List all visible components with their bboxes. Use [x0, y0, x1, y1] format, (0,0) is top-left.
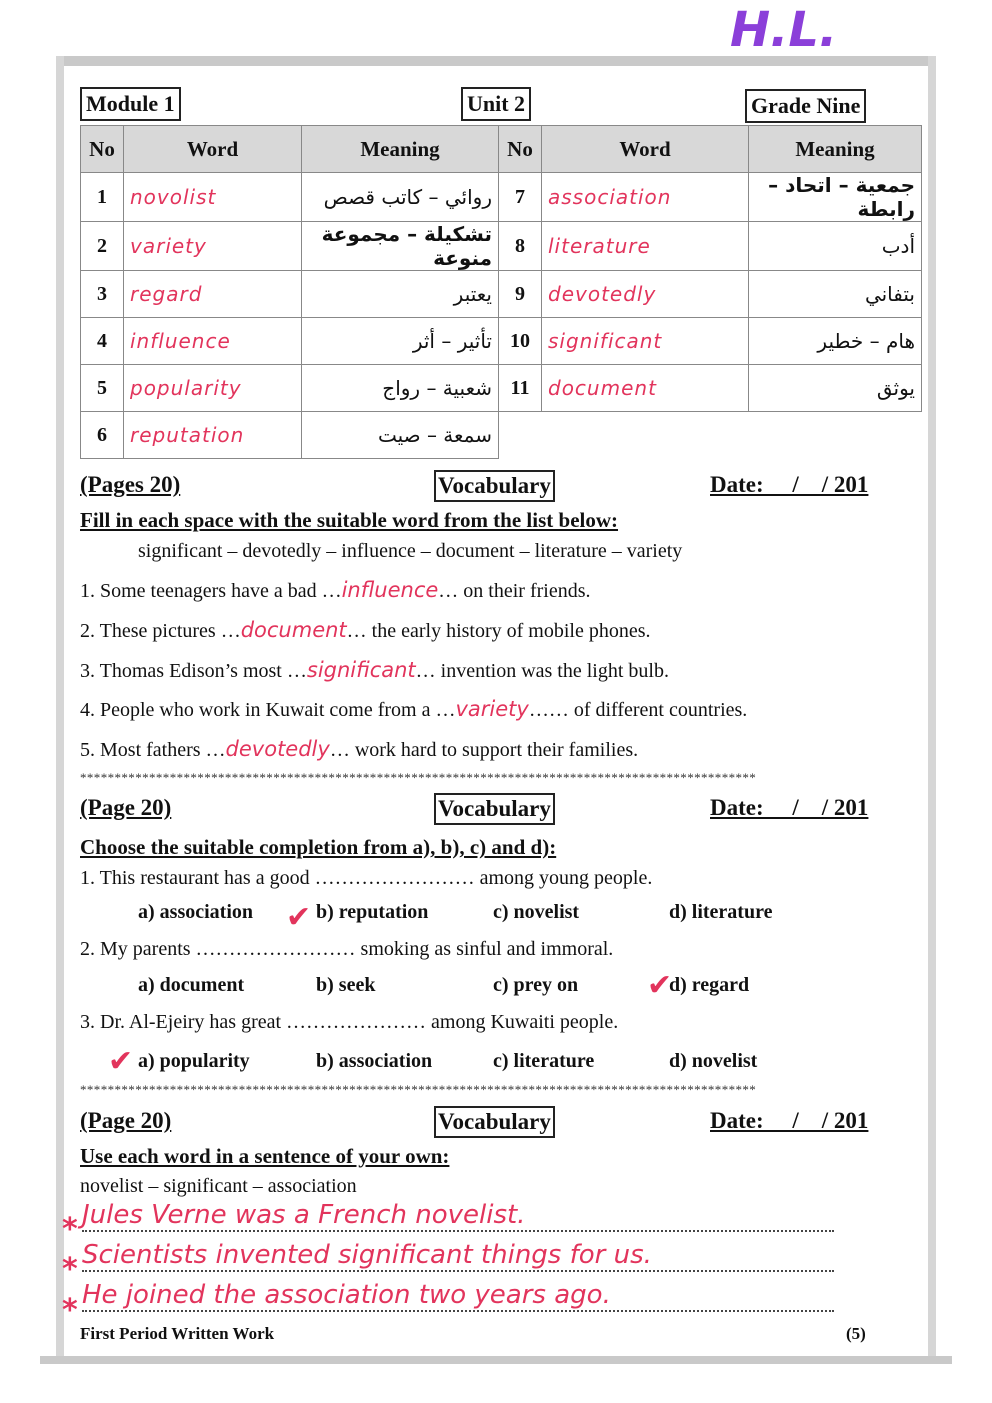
fill-item-pre: 4. People who work in Kuwait come from a … — [80, 699, 456, 721]
fill-item-pre: 1. Some teenagers have a bad … — [80, 580, 342, 602]
section1-date: Date: / / 201 — [710, 472, 869, 497]
fill-item-answer: variety — [455, 697, 529, 721]
module-label: Module 1 — [80, 87, 181, 121]
sentence-line: Scientists invented significant things for us. — [82, 1240, 834, 1272]
row-no: 5 — [81, 365, 124, 412]
row-word: influence — [124, 318, 302, 365]
page-frame-right — [928, 56, 936, 1356]
unit-label: Unit 2 — [461, 87, 531, 121]
row-word: association — [542, 173, 749, 222]
row-meaning: هام – خطير — [749, 318, 922, 365]
mcq-option: b) association — [316, 1050, 433, 1072]
row-no: 7 — [499, 173, 542, 222]
fill-item — [80, 697, 747, 722]
vocab-table — [80, 125, 922, 459]
section3-date: Date: / / 201 — [710, 1108, 869, 1133]
row-meaning: شعبية – رواج — [302, 365, 499, 412]
fill-item-pre: 2. These pictures … — [80, 620, 241, 642]
row-meaning: تشكيلة – مجموعة منوعة — [302, 222, 499, 271]
row-no: 9 — [499, 271, 542, 318]
row-word: literature — [542, 222, 749, 271]
mcq-question: 1. This restaurant has a good …………………… among young people. — [80, 867, 653, 889]
fill-item-answer: influence — [341, 578, 439, 602]
section2-pages: (Page 20) — [80, 795, 172, 820]
row-no: 2 — [81, 222, 124, 271]
bullet-icon: * — [62, 1293, 78, 1328]
row-word: significant — [542, 318, 749, 365]
header-meaning: Meaning — [302, 126, 499, 173]
row-no: 1 — [81, 173, 124, 222]
row-meaning: سمعة – صيت — [302, 412, 499, 459]
row-word: popularity — [124, 365, 302, 412]
row-word: document — [542, 365, 749, 412]
check-mark-icon: ✔ — [108, 1044, 134, 1079]
row-meaning: جمعية – اتحاد – رابطة — [749, 173, 922, 222]
section2-label: Vocabulary — [434, 793, 555, 825]
check-mark-icon: ✔ — [647, 968, 673, 1003]
mcq-option: a) association — [138, 901, 253, 923]
mcq-option: a) popularity — [138, 1050, 250, 1072]
mcq-option: c) literature — [493, 1050, 595, 1072]
footer-left: First Period Written Work — [80, 1324, 275, 1343]
mcq-option: d) novelist — [669, 1050, 758, 1072]
section1-word-list: significant – devotedly – influence – document – literature – variety — [138, 540, 683, 562]
check-mark-icon: ✔ — [286, 900, 312, 935]
fill-item-post: … work hard to support their families. — [329, 739, 639, 761]
bullet-icon: * — [62, 1212, 78, 1247]
row-no: 3 — [81, 271, 124, 318]
row-meaning: روائي – كاتب قصص — [302, 173, 499, 222]
section3-word-list: novelist – significant – association — [80, 1175, 357, 1197]
corner-mark: H.L. — [730, 2, 838, 58]
mcq-option: b) reputation — [316, 901, 429, 923]
mcq-question: 3. Dr. Al-Ejeiry has great ………………… among Kuwaiti people. — [80, 1011, 619, 1033]
row-word: novolist — [124, 173, 302, 222]
mcq-option: c) novelist — [493, 901, 580, 923]
mcq-option: d) literature — [669, 901, 773, 923]
table-row — [81, 173, 922, 222]
section1-pages: (Pages 20) — [80, 472, 181, 497]
header-meaning: Meaning — [749, 126, 922, 173]
header-no: No — [81, 126, 124, 173]
header-word: Word — [124, 126, 302, 173]
mcq-option: c) prey on — [493, 974, 579, 996]
fill-item-pre: 3. Thomas Edison’s most … — [80, 660, 307, 682]
mcq-option: d) regard — [669, 974, 750, 996]
sentence-line: He joined the association two years ago. — [82, 1280, 834, 1312]
mcq-question: 2. My parents …………………… smoking as sinful and immoral. — [80, 938, 614, 960]
row-word: reputation — [124, 412, 302, 459]
section3-pages: (Page 20) — [80, 1108, 172, 1133]
row-no: 10 — [499, 318, 542, 365]
section2-date: Date: / / 201 — [710, 795, 869, 820]
page-frame-bottom — [40, 1356, 952, 1364]
row-no: 4 — [81, 318, 124, 365]
fill-item-post: …… of different countries. — [528, 699, 748, 721]
fill-item — [80, 578, 590, 603]
star-divider: ************************************************************************************************** — [80, 770, 757, 785]
grade-label: Grade Nine — [745, 89, 866, 123]
row-no: 8 — [499, 222, 542, 271]
fill-item-post: … invention was the light bulb. — [415, 660, 669, 682]
row-meaning: يوثق — [749, 365, 922, 412]
mcq-option: b) seek — [316, 974, 376, 996]
fill-item-answer: significant — [306, 658, 416, 682]
empty-cell — [499, 412, 542, 459]
fill-item-answer: document — [240, 618, 347, 642]
fill-item-post: … the early history of mobile phones. — [346, 620, 651, 642]
row-word: variety — [124, 222, 302, 271]
section3-instruction: Use each word in a sentence of your own: — [80, 1144, 450, 1168]
section3-label: Vocabulary — [434, 1106, 555, 1138]
table-row — [81, 412, 922, 459]
mcq-option: a) document — [138, 974, 245, 996]
header-no: No — [499, 126, 542, 173]
row-meaning: تأثير – أثر — [302, 318, 499, 365]
page-frame-left — [56, 56, 64, 1356]
table-row — [81, 365, 922, 412]
fill-item — [80, 618, 651, 643]
row-word: regard — [124, 271, 302, 318]
section1-instruction: Fill in each space with the suitable word from the list below: — [80, 508, 619, 532]
section1-label: Vocabulary — [434, 470, 555, 502]
empty-cell — [542, 412, 749, 459]
row-meaning: يعتبر — [302, 271, 499, 318]
row-meaning: أدب — [749, 222, 922, 271]
fill-item-post: … on their friends. — [438, 580, 591, 602]
fill-item — [80, 737, 638, 762]
bullet-icon: * — [62, 1252, 78, 1287]
row-word: devotedly — [542, 271, 749, 318]
table-row — [81, 271, 922, 318]
row-meaning: بتفاني — [749, 271, 922, 318]
section2-instruction: Choose the suitable completion from a), b), c) and d): — [80, 835, 557, 859]
fill-item-pre: 5. Most fathers … — [80, 739, 226, 761]
fill-item-answer: devotedly — [225, 737, 330, 761]
empty-cell — [749, 412, 922, 459]
table-row — [81, 222, 922, 271]
table-header-row — [81, 126, 922, 173]
header-word: Word — [542, 126, 749, 173]
row-no: 11 — [499, 365, 542, 412]
fill-item — [80, 658, 669, 683]
star-divider: ************************************************************************************************** — [80, 1082, 757, 1097]
sentence-line: Jules Verne was a French novelist. — [82, 1200, 834, 1232]
row-no: 6 — [81, 412, 124, 459]
table-row — [81, 318, 922, 365]
footer-page-number: (5) — [846, 1324, 866, 1343]
